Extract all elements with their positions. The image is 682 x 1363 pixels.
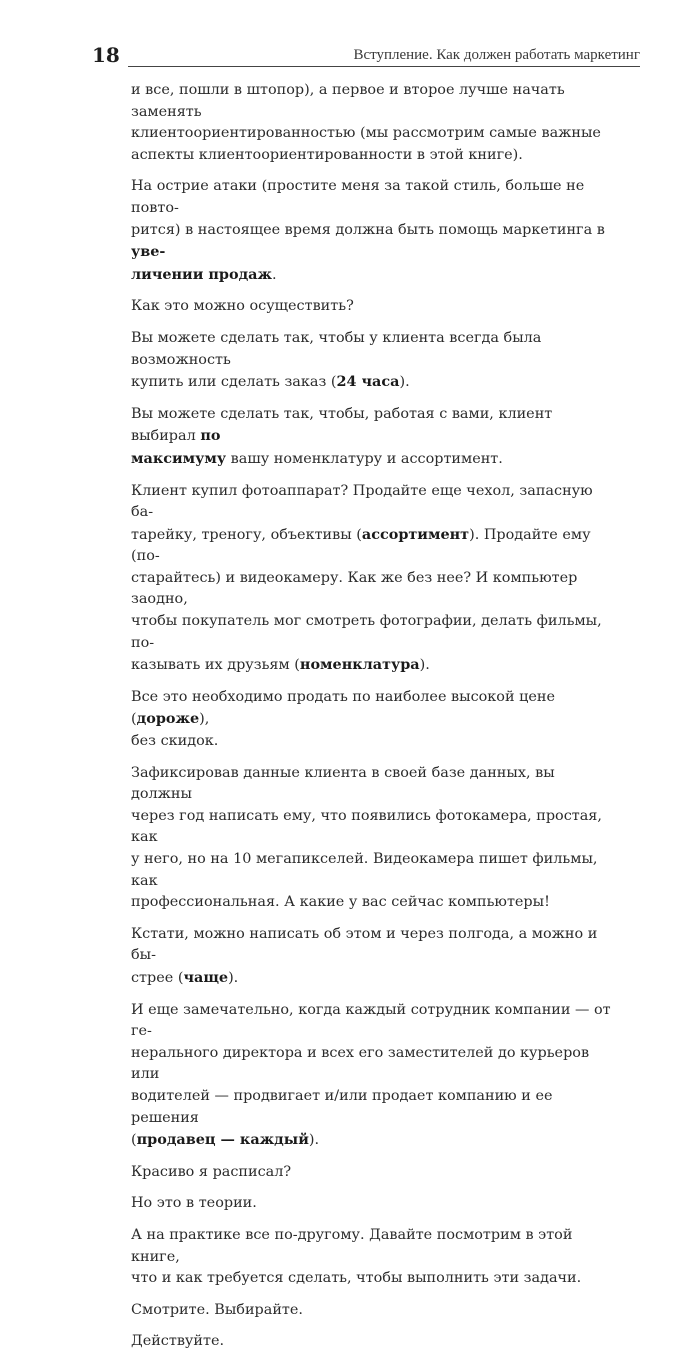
text-run: Клиент купил фотоаппарат? Продайте еще чехол, запасную ба- (131, 482, 593, 521)
text-run: Действуйте. (131, 1333, 225, 1350)
bold-text: продавец — каждый (136, 1131, 309, 1149)
paragraph (131, 1331, 619, 1353)
text-run: у него, но на 10 мегапикселей. Видеокамера пишет фильмы, как (131, 851, 598, 889)
text-run: тарейку, треногу, объективы ( (131, 526, 362, 543)
bold-text: чаще (183, 968, 229, 986)
text-run: рится) в настоящее время должна быть помощь маркетинга в (131, 221, 605, 238)
text-run: И еще замечательно, когда каждый сотрудник компании — от ге- (131, 1001, 611, 1040)
bold-text: уве- (131, 243, 166, 261)
paragraph (131, 1162, 619, 1184)
paragraph (131, 1225, 619, 1290)
text-run: Кстати, можно написать об этом и через полгода, а можно и бы- (131, 925, 598, 964)
paragraph (131, 404, 619, 471)
paragraph (131, 80, 619, 166)
text-run: Но это в теории. (131, 1195, 257, 1212)
text-run: и все, пошли в штопор), а первое и второе лучше начать заменять (131, 82, 565, 120)
text-run: без скидок. (131, 733, 219, 750)
text-run: что и как требуется сделать, чтобы выполнить эти задачи. (131, 1270, 582, 1287)
text-run: Как это можно осуществить? (131, 298, 354, 315)
text-run: Смотрите. Выбирайте. (131, 1301, 303, 1318)
text-run: А на практике все по-другому. Давайте посмотрим в этой книге, (131, 1226, 573, 1265)
paragraph (131, 1000, 619, 1152)
text-run: через год написать ему, что появились фотокамера, простая, как (131, 807, 602, 846)
bold-text: ассортимент (361, 525, 470, 543)
page-header (92, 44, 640, 66)
bold-text: дороже (136, 710, 200, 728)
header-rule (128, 66, 640, 67)
text-run: Красиво я расписал? (131, 1163, 292, 1180)
text-run: На острие атаки (простите меня за такой стиль, больше не повто- (131, 178, 585, 216)
text-run: ). (419, 657, 430, 674)
bold-text: максимуму (131, 449, 227, 467)
text-run: стрее ( (131, 969, 184, 986)
text-run: вашу номенклатуру и ассортимент. (226, 450, 503, 467)
text-run: аспекты клиентоориентированности в этой книге). (131, 146, 523, 163)
text-run: ( (131, 1132, 137, 1149)
running-title: Вступление. Как должен работать маркетинг (353, 47, 640, 63)
text-run: ). (308, 1132, 320, 1149)
text-run: купить или сделать заказ ( (131, 374, 337, 391)
paragraph (131, 687, 619, 753)
text-run: Все это необходимо продать по наиболее высокой цене ( (131, 688, 556, 728)
paragraph (131, 481, 619, 677)
paragraph (131, 176, 619, 286)
bold-text: 24 часа (336, 373, 400, 391)
paragraph (131, 763, 619, 914)
text-run: Вы можете сделать так, чтобы, работая с вами, клиент выбирал (131, 405, 553, 445)
bold-text: по (200, 427, 221, 445)
text-run: профессиональная. А какие у вас сейчас компьютеры! (131, 894, 550, 911)
paragraph (131, 296, 619, 318)
paragraph (131, 924, 619, 990)
text-run: . (272, 266, 277, 283)
page-number: 18 (92, 43, 120, 67)
bold-text: личении продаж (131, 265, 273, 283)
paragraph (131, 1193, 619, 1215)
text-run: клиентоориентированностью (мы рассмотрим самые важные (131, 125, 601, 142)
text-run: старайтесь) и видеокамеру. Как же без нее? И компьютер заодно, (131, 569, 578, 608)
text-run: Зафиксировав данные клиента в своей базе данных, вы должны (131, 764, 555, 803)
paragraph (131, 1300, 619, 1322)
text-run: ). (399, 374, 410, 391)
text-run: казывать их друзьям ( (131, 657, 300, 674)
text-run: чтобы покупатель мог смотреть фотографии, делать фильмы, по- (131, 613, 602, 651)
text-run: водителей — продвигает и/или продает компанию и ее решения (131, 1087, 553, 1126)
text-run: ). (228, 969, 239, 986)
paragraph (131, 328, 619, 394)
bold-text: номенклатура (299, 656, 420, 674)
text-run: Вы можете сделать так, чтобы у клиента всегда была возможность (131, 329, 542, 368)
body-text (131, 80, 619, 1363)
text-run: нерального директора и всех его заместителей до курьеров или (131, 1044, 590, 1083)
text-run: ). Продайте ему (по- (131, 526, 591, 565)
text-run: ), (199, 711, 210, 728)
